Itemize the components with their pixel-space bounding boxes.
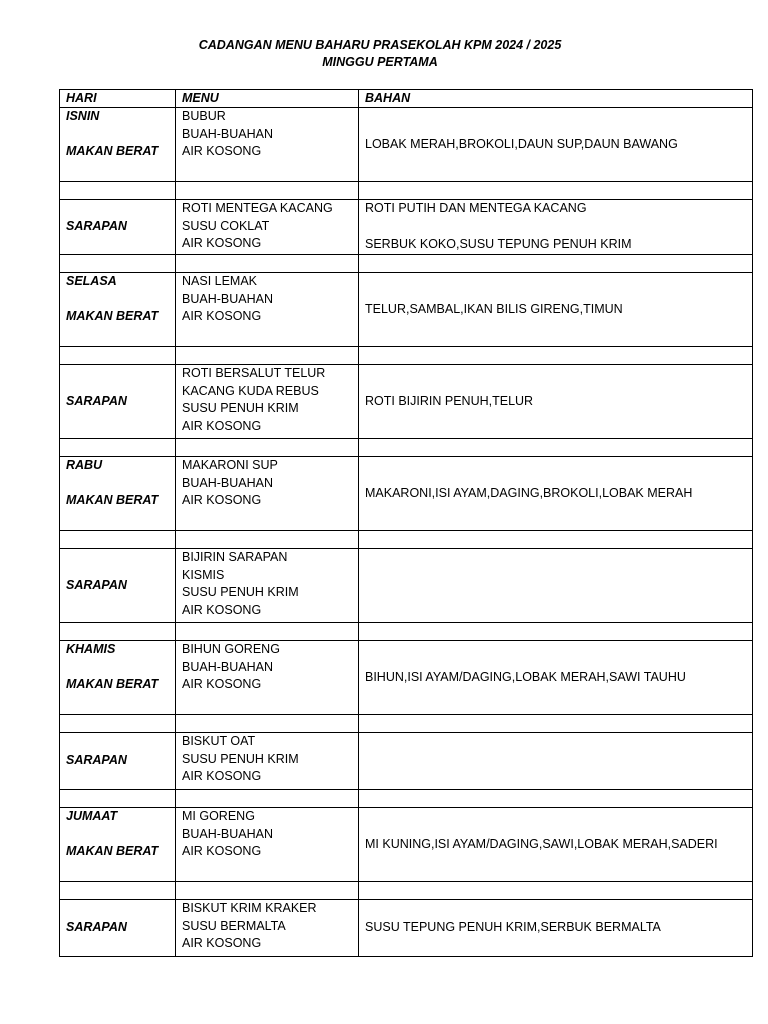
menu-item: SUSU PENUH KRIM [182,401,299,416]
meal-label: MAKAN BERAT [66,493,159,508]
empty-cell [176,623,359,641]
empty-cell [359,882,753,900]
meal-label: MAKAN BERAT [66,844,159,859]
menu-item: BIHUN GORENG [182,642,280,656]
empty-cell [60,882,176,900]
table-row [60,733,753,790]
menu-item: BUAH-BUAHAN [182,126,273,141]
empty-cell [60,531,176,549]
bahan-cell [359,108,753,182]
menu-item: KISMIS [182,567,225,582]
menu-item: SUSU COKLAT [182,218,270,233]
empty-cell [359,790,753,808]
page-subtitle: MINGGU PERTAMA [322,55,438,69]
ingredient-line: SERBUK KOKO,SUSU TEPUNG PENUH KRIM [365,236,632,251]
bahan-cell [359,273,753,347]
menu-cell [176,549,359,623]
spacer [66,826,169,844]
empty-cell [176,882,359,900]
menu-item: BUBUR [182,109,226,123]
meal-label: SARAPAN [66,219,127,234]
empty-cell [359,347,753,365]
empty-cell [359,255,753,273]
ingredient-line: ROTI PUTIH DAN MENTEGA KACANG [365,201,587,216]
menu-table [59,89,753,957]
menu-cell [176,641,359,715]
menu-cell [176,808,359,882]
spacer-row [60,715,753,733]
day-label: KHAMIS [66,642,116,656]
ingredient-line: LOBAK MERAH,BROKOLI,DAUN SUP,DAUN BAWANG [365,136,678,151]
menu-item: SUSU BERMALTA [182,918,286,933]
table-body [60,108,753,957]
table-row [60,457,753,531]
hari-cell [60,365,176,439]
bahan-cell [359,457,753,531]
empty-cell [60,623,176,641]
empty-cell [176,255,359,273]
spacer-row [60,623,753,641]
menu-cell [176,733,359,790]
bahan-cell [359,900,753,957]
menu-item: AIR KOSONG [182,236,262,251]
table-header-row [60,90,753,108]
empty-cell [359,531,753,549]
menu-item: BISKUT OAT [182,734,256,748]
table-row [60,273,753,347]
hari-cell [60,808,176,882]
day-label: RABU [66,458,103,472]
spacer [66,291,169,309]
empty-cell [176,531,359,549]
empty-cell [176,790,359,808]
menu-cell [176,108,359,182]
meal-label: MAKAN BERAT [66,144,159,159]
page-title: CADANGAN MENU BAHARU PRASEKOLAH KPM 2024 / 2025 [198,38,562,52]
bahan-cell [359,365,753,439]
menu-item: AIR KOSONG [182,844,262,859]
menu-item: MI GORENG [182,809,255,823]
hari-cell [60,457,176,531]
bahan-cell [359,733,753,790]
menu-item: AIR KOSONG [182,769,262,784]
table-row [60,108,753,182]
spacer-row [60,531,753,549]
spacer [66,475,169,493]
empty-cell [60,347,176,365]
column-header-menu: MENU [176,90,359,108]
menu-item: SUSU PENUH KRIM [182,585,299,600]
ingredient-line: SUSU TEPUNG PENUH KRIM,SERBUK BERMALTA [365,920,661,935]
menu-item: ROTI BERSALUT TELUR [182,366,326,380]
ingredient-line: MAKARONI,ISI AYAM,DAGING,BROKOLI,LOBAK MERAH [365,485,693,500]
column-header-bahan: BAHAN [359,90,753,108]
menu-item: SUSU PENUH KRIM [182,751,299,766]
table-row [60,549,753,623]
empty-cell [60,255,176,273]
spacer-row [60,882,753,900]
spacer-row [60,790,753,808]
menu-item: BUAH-BUAHAN [182,659,273,674]
ingredient-line: MI KUNING,ISI AYAM/DAGING,SAWI,LOBAK MERAH,SADERI [365,836,718,851]
empty-cell [359,182,753,200]
day-label: SELASA [66,274,117,288]
menu-item: AIR KOSONG [182,309,262,324]
meal-label: MAKAN BERAT [66,309,159,324]
bahan-cell [359,641,753,715]
meal-label: SARAPAN [66,393,127,408]
menu-cell [176,365,359,439]
menu-item: BUAH-BUAHAN [182,475,273,490]
table-row [60,641,753,715]
meal-label: SARAPAN [66,577,127,592]
empty-cell [359,715,753,733]
empty-cell [60,182,176,200]
menu-cell [176,273,359,347]
spacer-row [60,439,753,457]
menu-item: MAKARONI SUP [182,458,278,472]
bahan-cell [359,808,753,882]
day-label: JUMAAT [66,809,118,823]
hari-cell [60,900,176,957]
ingredient-line: ROTI BIJIRIN PENUH,TELUR [365,393,534,408]
menu-item: BUAH-BUAHAN [182,291,273,306]
menu-item: ROTI MENTEGA KACANG [182,201,333,215]
spacer-row [60,347,753,365]
meal-label: SARAPAN [66,753,127,768]
empty-cell [60,715,176,733]
empty-cell [60,790,176,808]
menu-item: BUAH-BUAHAN [182,826,273,841]
spacer-row [60,255,753,273]
menu-item: AIR KOSONG [182,144,262,159]
meal-label: MAKAN BERAT [66,677,159,692]
spacer [66,126,169,144]
empty-cell [60,439,176,457]
ingredient-line: TELUR,SAMBAL,IKAN BILIS GIRENG,TIMUN [365,301,623,316]
hari-cell [60,108,176,182]
empty-cell [176,715,359,733]
table-row [60,200,753,255]
ingredient-line [365,218,746,236]
empty-cell [359,439,753,457]
empty-cell [359,623,753,641]
table-row [60,808,753,882]
menu-item: KACANG KUDA REBUS [182,383,319,398]
bahan-cell [359,200,753,255]
bahan-cell [359,549,753,623]
column-header-hari: HARI [60,90,176,108]
menu-cell [176,900,359,957]
table-row [60,900,753,957]
hari-cell [60,641,176,715]
ingredient-line: BIHUN,ISI AYAM/DAGING,LOBAK MERAH,SAWI TAUHU [365,669,686,684]
menu-item: NASI LEMAK [182,274,258,288]
menu-item: AIR KOSONG [182,936,262,951]
hari-cell [60,273,176,347]
menu-item: AIR KOSONG [182,493,262,508]
menu-item: AIR KOSONG [182,419,262,434]
hari-cell [60,733,176,790]
empty-cell [176,182,359,200]
menu-item: BISKUT KRIM KRAKER [182,901,317,915]
spacer [66,659,169,677]
empty-cell [176,347,359,365]
menu-item: AIR KOSONG [182,677,262,692]
hari-cell [60,200,176,255]
menu-cell [176,200,359,255]
day-label: ISNIN [66,109,100,123]
table-row [60,365,753,439]
menu-cell [176,457,359,531]
empty-cell [176,439,359,457]
menu-item: AIR KOSONG [182,603,262,618]
hari-cell [60,549,176,623]
meal-label: SARAPAN [66,920,127,935]
menu-item: BIJIRIN SARAPAN [182,550,288,564]
spacer-row [60,182,753,200]
